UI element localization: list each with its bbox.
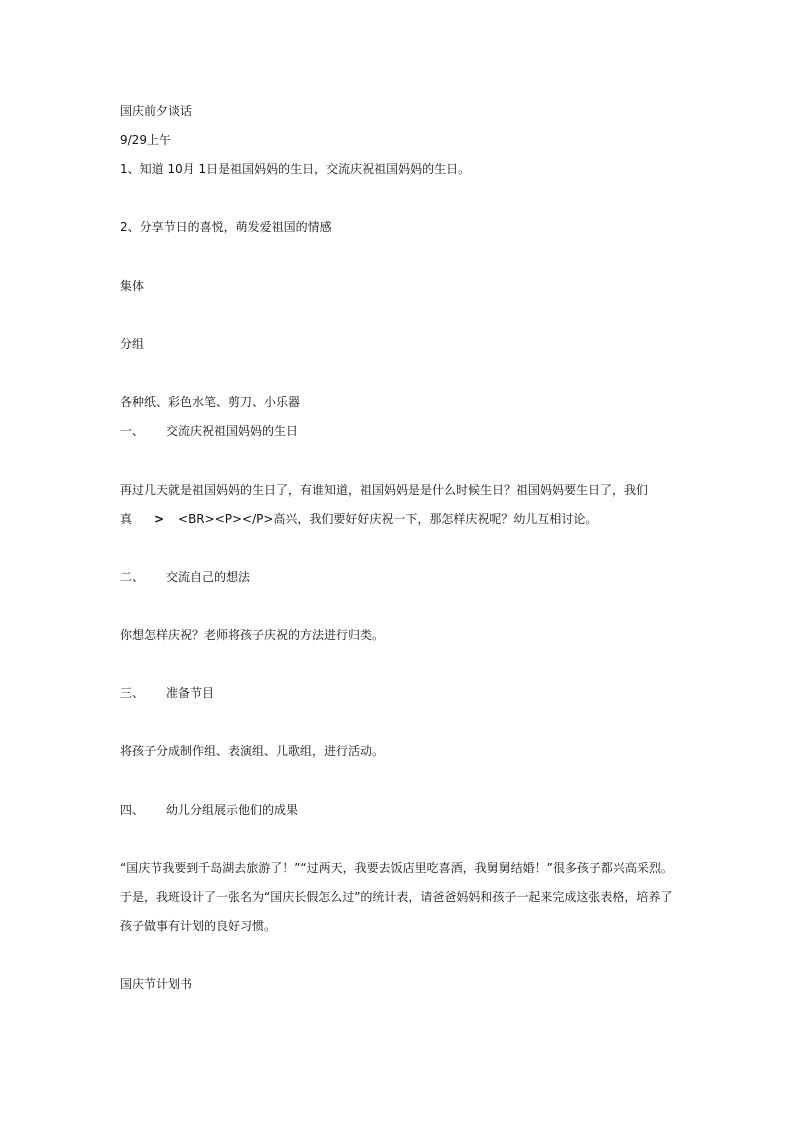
goal-2: 2、分享节日的喜悦，萌发爱祖国的情感	[120, 220, 332, 234]
materials: 各种纸、彩色水笔、剪刀、小乐器	[120, 395, 301, 409]
step-3-heading	[120, 685, 214, 701]
step-1-text-word: 真	[120, 512, 133, 526]
step-3-title: 准备节目	[166, 686, 215, 700]
form-group: 分组	[120, 337, 145, 351]
step-1-text-rest: <BR><P></P>高兴，我们要好好庆祝一下，那怎样庆祝呢？幼儿互相讨论。	[178, 512, 598, 526]
form-collective: 集体	[120, 279, 145, 293]
step-3-text: 将孩子分成制作组、表演组、儿歌组，进行活动。	[120, 744, 385, 758]
step-1-title: 交流庆祝祖国妈妈的生日	[166, 424, 299, 438]
step-2-heading	[120, 569, 250, 585]
step-2-number: 二、	[120, 570, 145, 584]
step-4-title: 幼儿分组展示他们的成果	[166, 803, 299, 817]
document-date: 9/29上午	[120, 133, 171, 147]
step-1-text-line-2	[120, 511, 597, 527]
document-title: 国庆前夕谈话	[120, 104, 193, 118]
step-1-number: 一、	[120, 424, 145, 438]
result-line-1: “国庆节我要到千岛湖去旅游了！”“过两天，我要去饭店里吃喜酒，我舅舅结婚！”很多孩子都兴高采烈。	[120, 861, 673, 875]
result-line-2: 于是，我班设计了一张名为“国庆长假怎么过”的统计表，请爸爸妈妈和孩子一起来完成这张表格，培养了	[120, 890, 673, 904]
step-1-text-line-1: 再过几天就是祖国妈妈的生日了，有谁知道，祖国妈妈是是什么时候生日？祖国妈妈要生日了，我们	[120, 483, 649, 497]
result-line-3: 孩子做事有计划的良好习惯。	[120, 919, 277, 933]
goal-1: 1、知道 10月 1日是祖国妈妈的生日，交流庆祝祖国妈妈的生日。	[120, 162, 471, 176]
step-1-text-symbol: >	[154, 512, 165, 526]
step-2-title: 交流自己的想法	[166, 570, 251, 584]
step-4-heading	[120, 802, 298, 818]
step-1-heading	[120, 423, 298, 439]
step-4-number: 四、	[120, 803, 145, 817]
plan-title: 国庆节计划书	[120, 977, 193, 991]
step-2-text: 你想怎样庆祝？老师将孩子庆祝的方法进行归类。	[120, 628, 385, 642]
step-3-number: 三、	[120, 686, 145, 700]
